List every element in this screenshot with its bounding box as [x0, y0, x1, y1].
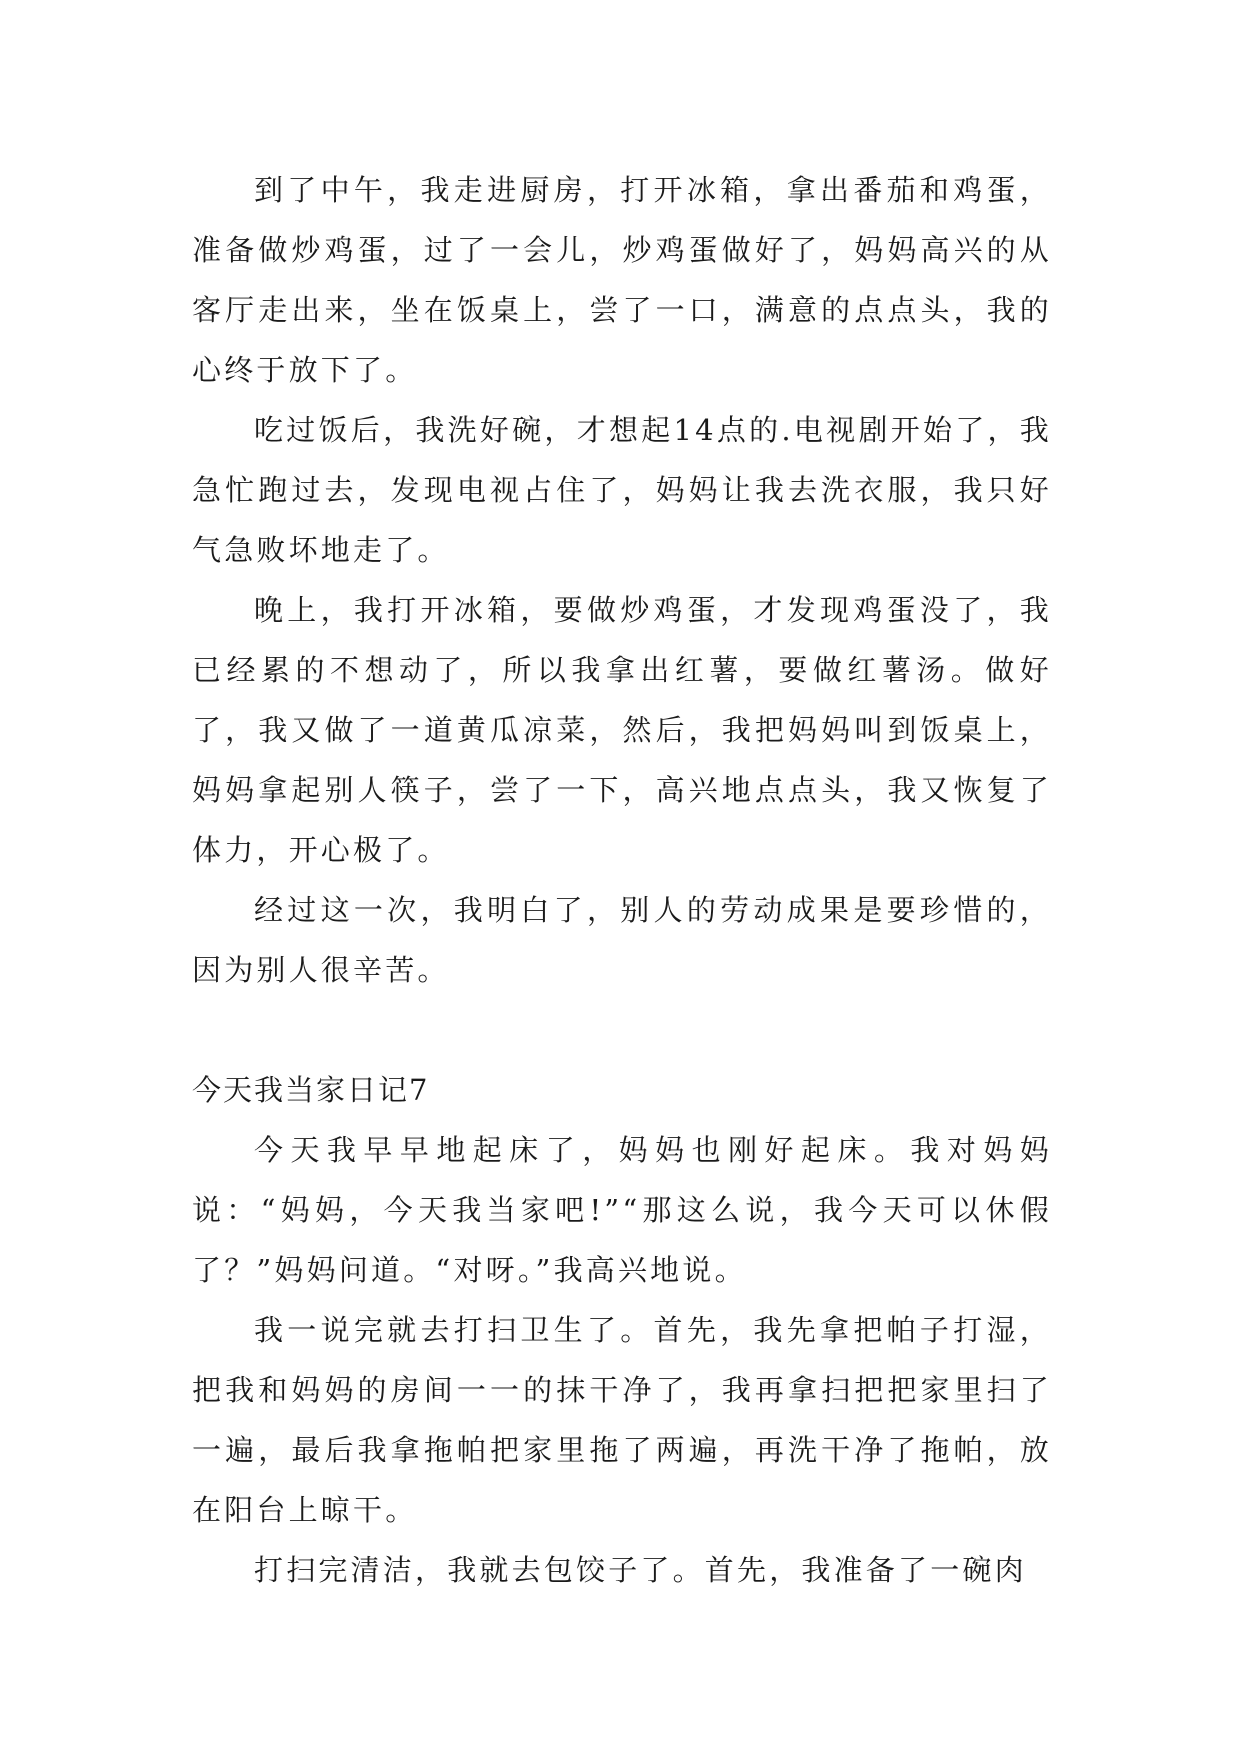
- document-page: [192, 160, 1052, 1600]
- paragraph-morning: 今天我早早地起床了，妈妈也刚好起床。我对妈妈说：“妈妈，今天我当家吧!”“那这么说，我今天可以休假了？”妈妈问道。“对呀。”我高兴地说。: [192, 1133, 1052, 1287]
- paragraph-noon: 到了中午，我走进厨房，打开冰箱，拿出番茄和鸡蛋，准备做炒鸡蛋，过了一会儿，炒鸡蛋做好了，妈妈高兴的从客厅走出来，坐在饭桌上，尝了一口，满意的点点头，我的心终于放下了。: [192, 173, 1052, 387]
- paragraph-evening: 晚上，我打开冰箱，要做炒鸡蛋，才发现鸡蛋没了，我已经累的不想动了，所以我拿出红薯，要做红薯汤。做好了，我又做了一道黄瓜凉菜，然后，我把妈妈叫到饭桌上，妈妈拿起别人筷子，尝了一下，高兴地点点头，我又恢复了体力，开心极了。: [192, 593, 1052, 867]
- section-title: 今天我当家日记7: [192, 1073, 430, 1107]
- paragraph-cleaning: 我一说完就去打扫卫生了。首先，我先拿把帕子打湿，把我和妈妈的房间一一的抹干净了，我再拿扫把把家里扫了一遍，最后我拿拖帕把家里拖了两遍，再洗干净了拖帕，放在阳台上晾干。: [192, 1313, 1052, 1527]
- paragraph-after-lunch: 吃过饭后，我洗好碗，才想起14点的.电视剧开始了，我急忙跑过去，发现电视占住了，妈妈让我去洗衣服，我只好气急败坏地走了。: [192, 413, 1052, 567]
- paragraph-conclusion: 经过这一次，我明白了，别人的劳动成果是要珍惜的，因为别人很辛苦。: [192, 893, 1052, 987]
- section-spacer: [192, 1000, 1052, 1060]
- paragraph-dumplings: 打扫完清洁，我就去包饺子了。首先，我准备了一碗肉: [254, 1553, 1027, 1587]
